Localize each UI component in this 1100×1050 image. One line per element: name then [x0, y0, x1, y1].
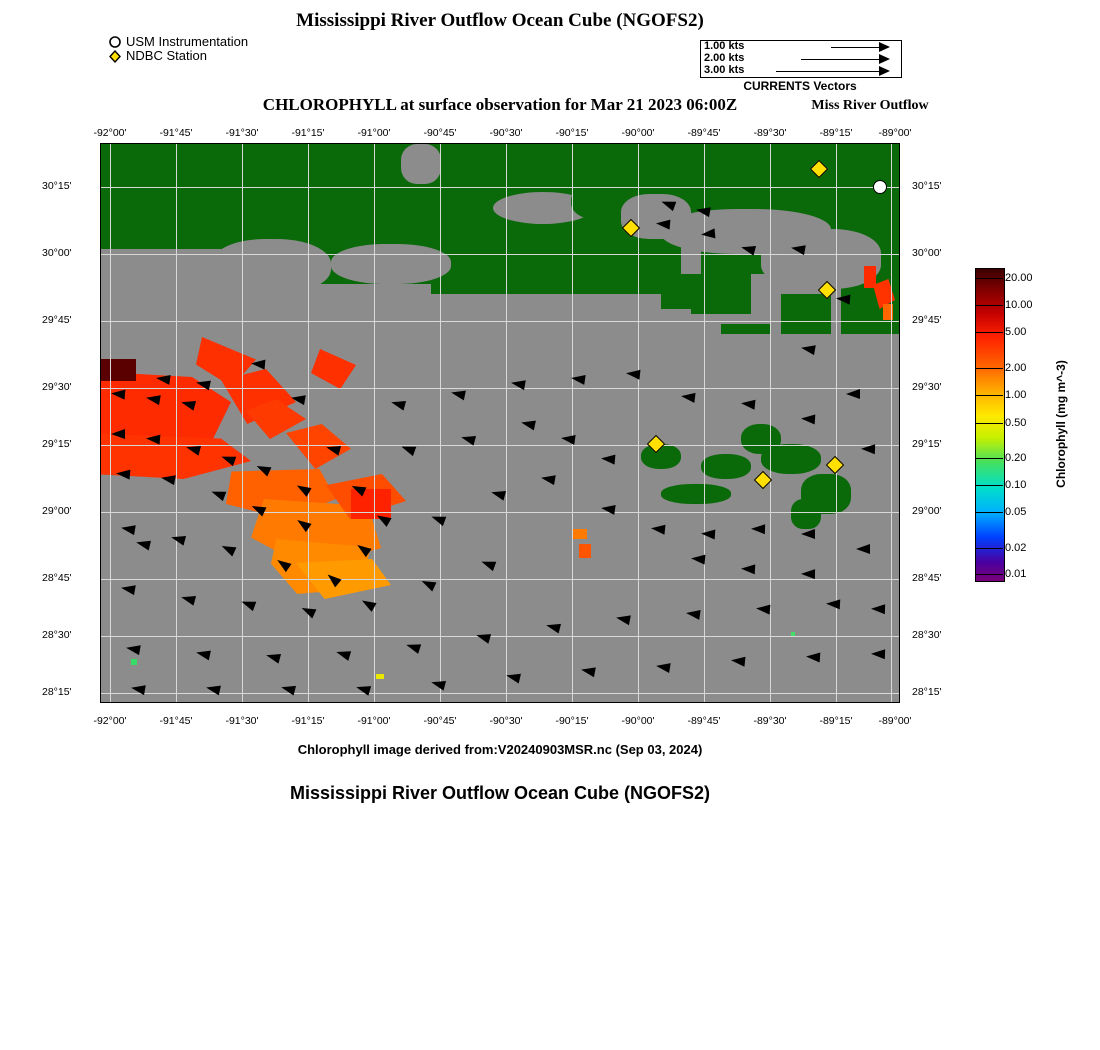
colorbar-tick-mark — [975, 548, 1003, 549]
lon-tick-label: -90°00' — [621, 127, 655, 139]
chlorophyll-field — [101, 359, 136, 381]
lat-tick-label: 29°15' — [912, 438, 942, 450]
colorbar-tick-label: 0.10 — [1005, 479, 1027, 491]
footer-title: Mississippi River Outflow Ocean Cube (NGOFS2) — [289, 783, 711, 803]
colorbar-tick-label: 0.50 — [1005, 417, 1027, 429]
current-vector — [560, 433, 575, 445]
lat-tick-label: 29°00' — [42, 505, 72, 517]
vector-arrowhead-icon — [879, 42, 890, 52]
lon-tick-label: -89°00' — [878, 715, 912, 727]
vector-key-label: 2.00 kts — [704, 52, 745, 64]
colorbar-tick-mark — [975, 278, 1003, 279]
current-vector — [741, 398, 756, 409]
current-vector — [871, 649, 885, 659]
grid-line — [176, 144, 177, 702]
lat-tick-label: 28°45' — [912, 572, 942, 584]
current-vector — [751, 524, 765, 534]
current-vector — [806, 652, 821, 663]
current-vector — [601, 453, 616, 464]
colorbar-tick-label: 0.05 — [1005, 506, 1027, 518]
region-label: Miss River Outflow — [811, 98, 929, 113]
lon-tick-label: -90°30' — [489, 715, 523, 727]
colorbar-tick-mark — [975, 512, 1003, 513]
water-mask — [331, 244, 451, 284]
lon-tick-label: -89°30' — [753, 127, 787, 139]
vector-arrowhead-icon — [879, 66, 890, 76]
current-vector — [146, 433, 161, 444]
lat-tick-label: 29°15' — [42, 438, 72, 450]
grid-line — [374, 144, 375, 702]
lat-tick-label: 29°30' — [912, 381, 942, 393]
colorbar-tick-label: 5.00 — [1005, 326, 1027, 338]
water-mask — [101, 249, 221, 294]
legend-item-label: NDBC Station — [126, 48, 207, 63]
chlorophyll-field — [579, 544, 591, 558]
map-plot-area[interactable] — [100, 143, 900, 703]
current-vector — [801, 529, 815, 539]
current-vector — [846, 389, 860, 399]
colorbar-tick-mark — [975, 395, 1003, 396]
grid-line — [440, 144, 441, 702]
vector-key-label: 1.00 kts — [704, 40, 745, 52]
usm-instrumentation-marker[interactable] — [873, 180, 887, 194]
lon-tick-label: -89°45' — [687, 127, 721, 139]
current-vector — [600, 503, 615, 515]
current-vector — [801, 569, 815, 579]
grid-line — [110, 144, 111, 702]
lon-tick-label: -89°15' — [819, 127, 853, 139]
page-title: Mississippi River Outflow Ocean Cube (NGOFS2) — [296, 10, 704, 31]
lat-tick-label: 29°30' — [42, 381, 72, 393]
lon-tick-label: -90°45' — [423, 127, 457, 139]
chlorophyll-field — [131, 659, 137, 665]
water-mask — [261, 259, 301, 369]
lon-tick-label: -91°30' — [225, 127, 259, 139]
colorbar-tick-label: 20.00 — [1005, 272, 1033, 284]
current-vector — [701, 529, 716, 540]
land-mask — [701, 454, 751, 479]
colorbar-tick-mark — [975, 305, 1003, 306]
map-container[interactable] — [42, 127, 942, 727]
vector-line — [801, 59, 879, 60]
current-vector — [685, 608, 700, 620]
grid-line — [891, 144, 892, 702]
current-vector — [626, 368, 641, 379]
grid-line — [242, 144, 243, 702]
colorbar-tick-mark — [975, 458, 1003, 459]
current-vector — [856, 544, 870, 554]
lon-tick-label: -91°15' — [291, 127, 325, 139]
lat-tick-label: 28°30' — [42, 629, 72, 641]
colorbar-tick-label: 0.01 — [1005, 568, 1027, 580]
vector-key-row — [701, 65, 901, 77]
grid-line — [101, 321, 899, 322]
lon-tick-label: -89°30' — [753, 715, 787, 727]
current-vector — [651, 523, 666, 534]
lon-tick-label: -89°45' — [687, 715, 721, 727]
chart-subtitle: CHLOROPHYLL at surface observation for Mar 21 2023 06:00Z — [262, 95, 738, 114]
grid-line — [101, 636, 899, 637]
current-vector — [251, 358, 266, 369]
data-source-caption: Chlorophyll image derived from:V20240903MSR.nc (Sep 03, 2024) — [297, 742, 703, 757]
current-vector — [111, 429, 125, 439]
lon-tick-label: -90°00' — [621, 715, 655, 727]
colorbar-tick-label: 0.02 — [1005, 542, 1027, 554]
colorbar-tick-label: 10.00 — [1005, 299, 1033, 311]
lat-tick-label: 28°30' — [912, 629, 942, 641]
vector-line — [776, 71, 879, 72]
lon-tick-label: -92°00' — [93, 127, 127, 139]
chlorophyll-field — [573, 529, 587, 539]
lon-tick-label: -91°45' — [159, 127, 193, 139]
colorbar-gradient — [975, 268, 1005, 582]
current-vector — [155, 373, 170, 385]
lon-tick-label: -91°15' — [291, 715, 325, 727]
vector-arrowhead-icon — [879, 54, 890, 64]
colorbar-tick-mark — [975, 332, 1003, 333]
current-vector — [756, 603, 771, 614]
current-vector — [116, 468, 131, 479]
lon-tick-label: -91°00' — [357, 127, 391, 139]
current-vector — [691, 553, 706, 564]
colorbar-tick-mark — [975, 485, 1003, 486]
grid-line — [101, 579, 899, 580]
current-vector — [111, 388, 126, 399]
colorbar-tick-mark — [975, 574, 1003, 575]
land-mask — [661, 484, 731, 504]
water-mask — [761, 229, 881, 289]
colorbar-tick-mark — [975, 368, 1003, 369]
current-vector — [826, 599, 841, 610]
water-mask — [101, 334, 900, 703]
lon-tick-label: -92°00' — [93, 715, 127, 727]
grid-line — [101, 693, 899, 694]
vector-key-label: 3.00 kts — [704, 64, 745, 76]
colorbar-tick-label: 1.00 — [1005, 389, 1027, 401]
current-vector — [871, 604, 885, 614]
legend-item-label: USM Instrumentation — [126, 34, 249, 49]
colorbar — [975, 268, 1095, 588]
land-mask — [741, 424, 781, 454]
lat-tick-label: 29°45' — [912, 314, 942, 326]
lon-tick-label: -91°00' — [357, 715, 391, 727]
colorbar-tick-label: 0.20 — [1005, 452, 1027, 464]
map-legend — [108, 36, 368, 64]
lat-tick-label: 29°45' — [42, 314, 72, 326]
grid-line — [770, 144, 771, 702]
circle-marker-icon — [108, 36, 123, 50]
vector-key-caption: CURRENTS Vectors — [743, 79, 857, 93]
lat-tick-label: 29°00' — [912, 505, 942, 517]
lat-tick-label: 30°15' — [912, 180, 942, 192]
current-vector — [861, 444, 875, 454]
land-mask — [801, 474, 851, 514]
lat-tick-label: 30°15' — [42, 180, 72, 192]
land-mask — [571, 184, 621, 219]
current-vector — [731, 655, 746, 666]
lat-tick-label: 30°00' — [42, 247, 72, 259]
grid-line — [101, 187, 899, 188]
lon-tick-label: -89°15' — [819, 715, 853, 727]
currents-vector-key — [700, 40, 902, 78]
colorbar-tick-label: 2.00 — [1005, 362, 1027, 374]
lat-tick-label: 28°45' — [42, 572, 72, 584]
lon-tick-label: -90°15' — [555, 715, 589, 727]
current-vector — [655, 661, 670, 673]
colorbar-tick-mark — [975, 423, 1003, 424]
grid-line — [572, 144, 573, 702]
grid-line — [101, 254, 899, 255]
grid-line — [101, 512, 899, 513]
lon-tick-label: -91°45' — [159, 715, 193, 727]
lat-tick-label: 28°15' — [912, 686, 942, 698]
current-vector — [570, 373, 585, 385]
lon-tick-label: -90°15' — [555, 127, 589, 139]
grid-line — [308, 144, 309, 702]
lon-tick-label: -90°45' — [423, 715, 457, 727]
vector-line — [831, 47, 879, 48]
chlorophyll-field — [376, 674, 384, 679]
lon-tick-label: -90°30' — [489, 127, 523, 139]
diamond-marker-icon — [108, 50, 123, 64]
colorbar-axis-label: Chlorophyll (mg m^-3) — [1054, 360, 1068, 488]
current-vector — [701, 228, 716, 239]
grid-line — [101, 388, 899, 389]
current-vector — [656, 218, 671, 229]
lat-tick-label: 30°00' — [912, 247, 942, 259]
current-vector — [801, 414, 816, 425]
lon-tick-label: -89°00' — [878, 127, 912, 139]
land-mask — [661, 274, 721, 309]
current-vector — [836, 293, 851, 304]
grid-line — [836, 144, 837, 702]
grid-line — [704, 144, 705, 702]
current-vector — [741, 564, 756, 575]
grid-line — [506, 144, 507, 702]
water-mask — [401, 144, 441, 184]
legend-item-ndbc — [108, 50, 368, 64]
lon-tick-label: -91°30' — [225, 715, 259, 727]
grid-line — [101, 445, 899, 446]
current-vector — [680, 391, 695, 403]
lat-tick-label: 28°15' — [42, 686, 72, 698]
